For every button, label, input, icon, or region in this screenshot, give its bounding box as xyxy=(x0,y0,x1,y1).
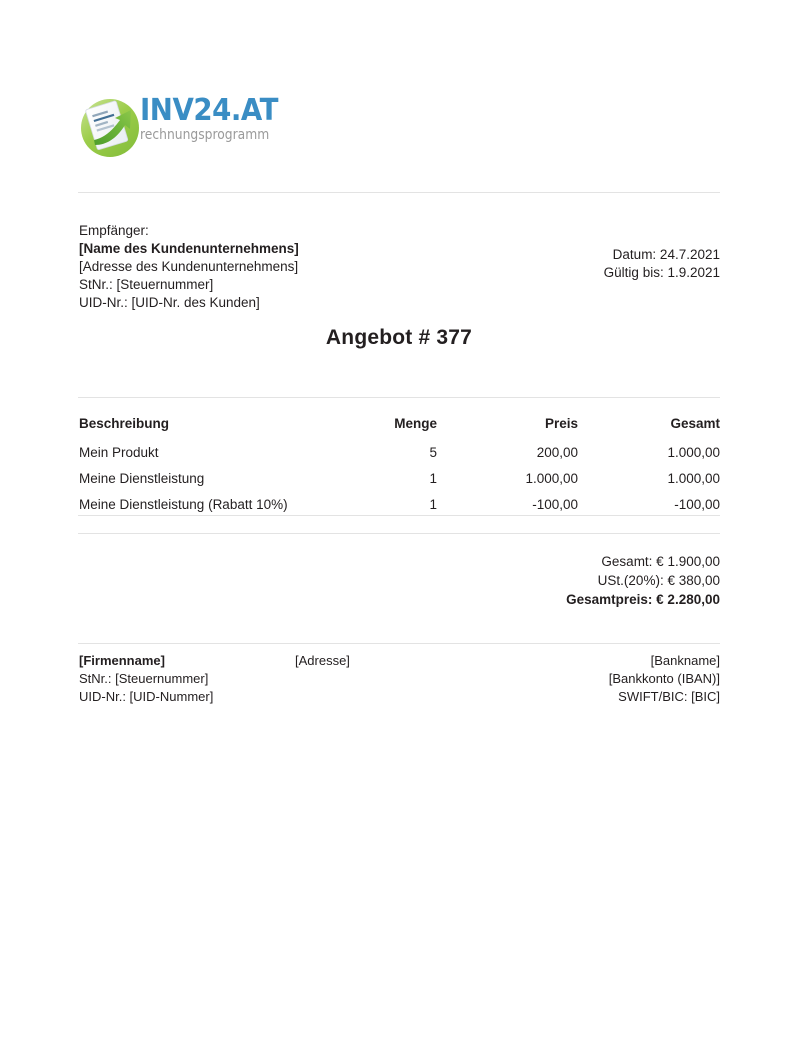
footer-tax-number: StNr.: [Steuernummer] xyxy=(79,671,209,686)
recipient-tax-number: StNr.: [Steuernummer] xyxy=(79,277,214,292)
vat-amount: USt.(20%): € 380,00 xyxy=(597,573,720,588)
footer-bank-account: [Bankkonto (IBAN)] xyxy=(608,671,720,686)
subtotal-amount: Gesamt: € 1.900,00 xyxy=(601,554,720,569)
cell-price: 1.000,00 xyxy=(525,471,578,486)
line-items-table xyxy=(79,416,720,523)
cell-quantity: 1 xyxy=(429,497,437,512)
issue-date: Datum: 24.7.2021 xyxy=(612,247,720,262)
cell-quantity: 5 xyxy=(429,445,437,460)
table-row xyxy=(79,471,720,497)
logo-tagline: rechnungsprogramm xyxy=(140,127,270,143)
logo-text-block xyxy=(140,93,330,143)
totals-block xyxy=(300,552,720,609)
footer-swift-bic: SWIFT/BIC: [BIC] xyxy=(618,689,720,704)
recipient-block xyxy=(79,222,439,312)
column-header-description: Beschreibung xyxy=(79,416,170,431)
cell-total: 1.000,00 xyxy=(667,471,720,486)
valid-until-date: Gültig bis: 1.9.2021 xyxy=(603,265,720,280)
table-header-row xyxy=(79,416,720,445)
footer-vat-number: UID-Nr.: [UID-Nummer] xyxy=(79,689,214,704)
footer-company-column xyxy=(79,652,289,706)
column-header-price: Preis xyxy=(544,416,578,431)
footer-company-name: [Firmenname] xyxy=(79,653,165,668)
footer-address: [Adresse] xyxy=(295,653,350,668)
footer-divider xyxy=(78,643,720,644)
table-row xyxy=(79,445,720,471)
recipient-address: [Adresse des Kundenunternehmens] xyxy=(79,259,299,274)
cell-price: -100,00 xyxy=(532,497,578,512)
cell-quantity: 1 xyxy=(429,471,437,486)
company-logo xyxy=(74,88,334,168)
cell-description: Meine Dienstleistung (Rabatt 10%) xyxy=(79,497,288,512)
footer-bank-column xyxy=(460,652,720,706)
cell-description: Meine Dienstleistung xyxy=(79,471,205,486)
recipient-label: Empfänger: xyxy=(79,223,149,238)
totals-top-divider xyxy=(78,533,720,534)
cell-total: 1.000,00 xyxy=(667,445,720,460)
document-title: Angebot # 377 xyxy=(325,326,473,349)
cell-description: Mein Produkt xyxy=(79,445,159,460)
column-header-quantity: Menge xyxy=(394,416,437,431)
header-divider xyxy=(78,192,720,193)
recipient-vat-number: UID-Nr.: [UID-Nr. des Kunden] xyxy=(79,295,260,310)
footer-bank-name: [Bankname] xyxy=(650,653,720,668)
dates-block xyxy=(400,246,720,282)
column-header-total: Gesamt xyxy=(670,416,720,431)
inv24-logo-icon xyxy=(74,90,148,164)
recipient-company: [Name des Kundenunternehmens] xyxy=(79,241,299,256)
table-bottom-divider xyxy=(78,515,720,516)
cell-total: -100,00 xyxy=(674,497,720,512)
table-row xyxy=(79,497,720,523)
grand-total-amount: Gesamtpreis: € 2.280,00 xyxy=(566,592,720,607)
table-top-divider xyxy=(78,397,720,398)
cell-price: 200,00 xyxy=(536,445,578,460)
logo-wordmark: INV24.AT xyxy=(140,93,278,128)
